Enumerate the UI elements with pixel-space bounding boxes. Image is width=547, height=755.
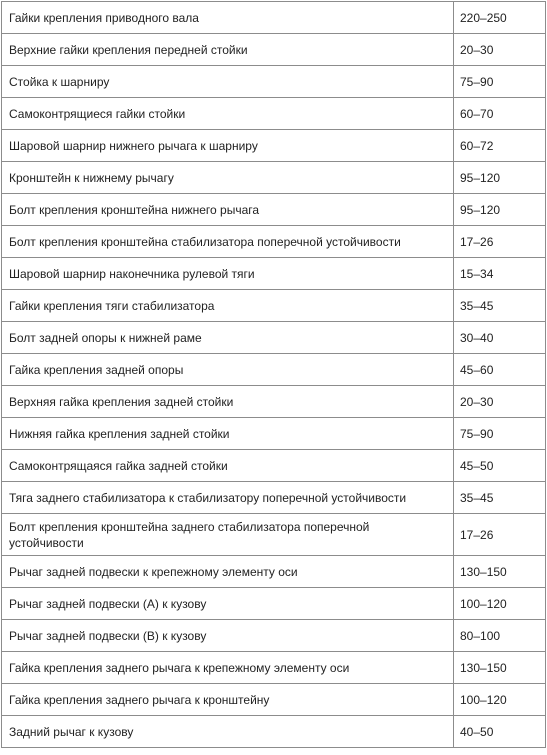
torque-value-cell: 35–45	[454, 482, 546, 514]
torque-value-cell: 30–40	[454, 322, 546, 354]
fastener-name-cell: Шаровой шарнир наконечника рулевой тяги	[2, 258, 454, 290]
table-row	[2, 482, 546, 514]
torque-value-cell: 20–30	[454, 34, 546, 66]
torque-specification-table	[1, 1, 546, 748]
table-row	[2, 66, 546, 98]
torque-value-cell: 75–90	[454, 66, 546, 98]
fastener-name-cell: Рычаг задней подвески (В) к кузову	[2, 620, 454, 652]
fastener-name-cell: Гайка крепления заднего рычага к крепежному элементу оси	[2, 652, 454, 684]
fastener-name-cell: Верхние гайки крепления передней стойки	[2, 34, 454, 66]
torque-value-cell: 15–34	[454, 258, 546, 290]
table-row	[2, 418, 546, 450]
table-row	[2, 684, 546, 716]
torque-value-cell: 45–50	[454, 450, 546, 482]
torque-value-cell: 130–150	[454, 556, 546, 588]
table-row	[2, 2, 546, 34]
fastener-name-cell: Гайки крепления тяги стабилизатора	[2, 290, 454, 322]
fastener-name-cell: Нижняя гайка крепления задней стойки	[2, 418, 454, 450]
torque-value-cell: 95–120	[454, 194, 546, 226]
table-row	[2, 514, 546, 556]
torque-value-cell: 130–150	[454, 652, 546, 684]
table-row	[2, 588, 546, 620]
torque-value-cell: 17–26	[454, 514, 546, 556]
torque-value-cell: 100–120	[454, 588, 546, 620]
torque-value-cell: 100–120	[454, 684, 546, 716]
torque-value-cell: 35–45	[454, 290, 546, 322]
torque-value-cell: 75–90	[454, 418, 546, 450]
torque-value-cell: 60–70	[454, 98, 546, 130]
fastener-name-cell: Стойка к шарниру	[2, 66, 454, 98]
fastener-name-cell: Болт крепления кронштейна стабилизатора поперечной устойчивости	[2, 226, 454, 258]
table-row	[2, 34, 546, 66]
table-row	[2, 162, 546, 194]
torque-value-cell: 20–30	[454, 386, 546, 418]
fastener-name-cell: Верхняя гайка крепления задней стойки	[2, 386, 454, 418]
fastener-name-cell: Рычаг задней подвески к крепежному элементу оси	[2, 556, 454, 588]
table-row	[2, 194, 546, 226]
table-row	[2, 322, 546, 354]
table-row	[2, 716, 546, 748]
fastener-name-cell: Самоконтрящаяся гайка задней стойки	[2, 450, 454, 482]
fastener-name-cell: Болт крепления кронштейна нижнего рычага	[2, 194, 454, 226]
torque-value-cell: 220–250	[454, 2, 546, 34]
torque-value-cell: 95–120	[454, 162, 546, 194]
fastener-name-cell: Болт крепления кронштейна заднего стабилизатора поперечной устойчивости	[2, 514, 454, 556]
torque-value-cell: 60–72	[454, 130, 546, 162]
table-row	[2, 652, 546, 684]
fastener-name-cell: Гайка крепления задней опоры	[2, 354, 454, 386]
torque-value-cell: 80–100	[454, 620, 546, 652]
fastener-name-cell: Гайка крепления заднего рычага к кронштейну	[2, 684, 454, 716]
torque-value-cell: 45–60	[454, 354, 546, 386]
table-row	[2, 386, 546, 418]
torque-value-cell: 40–50	[454, 716, 546, 748]
table-row	[2, 556, 546, 588]
fastener-name-cell: Гайки крепления приводного вала	[2, 2, 454, 34]
torque-value-cell: 17–26	[454, 226, 546, 258]
table-row	[2, 258, 546, 290]
fastener-name-cell: Болт задней опоры к нижней раме	[2, 322, 454, 354]
table-row	[2, 226, 546, 258]
fastener-name-cell: Шаровой шарнир нижнего рычага к шарниру	[2, 130, 454, 162]
table-row	[2, 130, 546, 162]
fastener-name-cell: Самоконтрящиеся гайки стойки	[2, 98, 454, 130]
table-row	[2, 354, 546, 386]
table-body	[2, 2, 546, 748]
fastener-name-cell: Рычаг задней подвески (А) к кузову	[2, 588, 454, 620]
fastener-name-cell: Тяга заднего стабилизатора к стабилизатору поперечной устойчивости	[2, 482, 454, 514]
fastener-name-cell: Задний рычаг к кузову	[2, 716, 454, 748]
fastener-name-cell: Кронштейн к нижнему рычагу	[2, 162, 454, 194]
table-row	[2, 290, 546, 322]
table-row	[2, 450, 546, 482]
table-row	[2, 620, 546, 652]
table-row	[2, 98, 546, 130]
